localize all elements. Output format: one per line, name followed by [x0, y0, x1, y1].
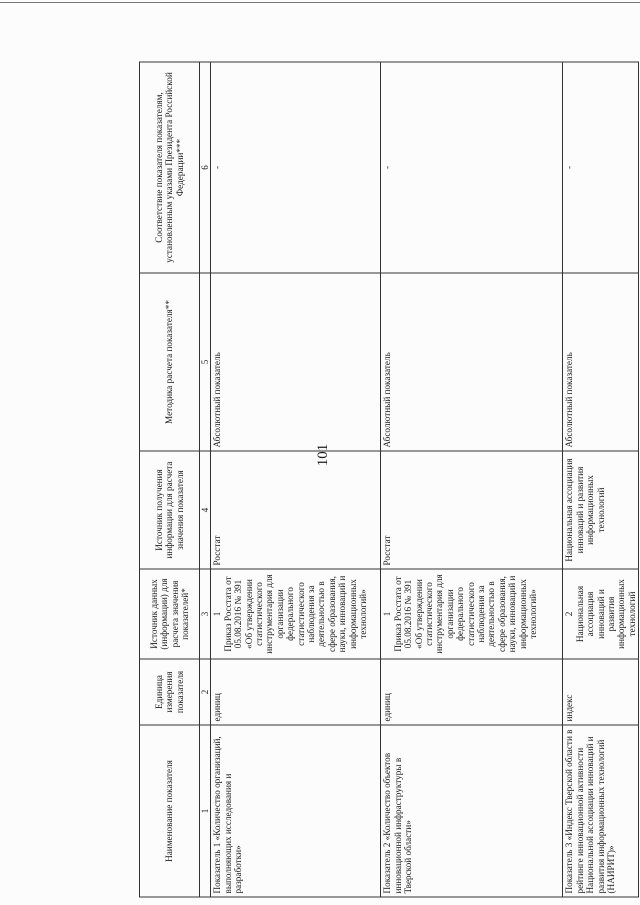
indicator-unit: индекс	[563, 659, 639, 725]
indicator-name: Показатель 2 «Количество объектов инновационной инфраструктуры в Тверской области»	[381, 725, 563, 897]
source-code: 2	[564, 611, 575, 617]
header-method: Методика расчета показателя**	[140, 273, 200, 451]
indicator-compliance: -	[563, 62, 639, 273]
source-code: 1	[382, 611, 393, 617]
indicator-source	[211, 569, 381, 659]
column-number: 6	[200, 62, 211, 273]
indicator-unit: единиц	[381, 659, 563, 725]
column-number-row	[200, 62, 211, 897]
indicator-source	[563, 569, 639, 659]
table-row	[211, 62, 381, 897]
column-number: 4	[200, 451, 211, 569]
indicator-compliance: -	[381, 62, 563, 273]
source-code: 1	[212, 611, 223, 617]
indicator-source	[381, 569, 563, 659]
scan-top-edge	[0, 2, 640, 3]
source-text: Приказ Росстата от 05.08.2016 № 391 «Об утверждении статистического инструментария для организации федерального статистического наблюдения за деятельностью в сфере образования, науки, инноваций и информационных технологий»	[222, 574, 369, 654]
source-text: Приказ Росстата от 05.08.2016 № 391 «Об утверждении статистического инструментария для организации федерального статистического наблюдения за деятельностью в сфере образования, науки, инноваций и информационных технологий»	[392, 574, 539, 654]
header-source: Источник данных (информации) для расчета значения показателей*	[140, 569, 200, 659]
header-origin: Источник получения информации для расчета значения показателя	[140, 451, 200, 569]
column-number: 3	[200, 569, 211, 659]
indicator-method: Абсолютный показатель	[563, 273, 639, 451]
indicator-name: Показатель 1 «Количество организаций, выполняющих исследования и разработки»	[211, 725, 381, 897]
indicator-origin: Росстат	[381, 451, 563, 569]
indicator-origin: Национальная ассоциация инноваций и развития информационных технологий	[563, 451, 639, 569]
column-number: 2	[200, 659, 211, 725]
column-number: 1	[200, 725, 211, 897]
table-row	[563, 62, 639, 897]
header-row	[140, 62, 200, 897]
indicator-method: Абсолютный показатель	[211, 273, 381, 451]
rotated-table-wrapper	[139, 63, 637, 898]
indicator-table	[139, 62, 639, 898]
page-number: 101	[315, 443, 331, 467]
header-compliance: Соответствие показателя показателям, установленным указами Президента Российской Федерации***	[140, 62, 200, 273]
table-row	[381, 62, 563, 897]
indicator-name: Показатель 3 «Индекс Тверской области в рейтинге инновационной активности Национальной ассоциации инноваций и развития информационных технологий (НАИРИТ)»	[563, 725, 639, 897]
column-number: 5	[200, 273, 211, 451]
indicator-unit: единиц	[211, 659, 381, 725]
indicator-origin: Росстат	[211, 451, 381, 569]
header-name: Наименование показателя	[140, 725, 200, 897]
source-text: Национальная ассоциация инноваций и развития информационных технологий	[574, 579, 637, 649]
indicator-method: Абсолютный показатель	[381, 273, 563, 451]
indicator-compliance: -	[211, 62, 381, 273]
header-unit: Единица измерения показателя	[140, 659, 200, 725]
